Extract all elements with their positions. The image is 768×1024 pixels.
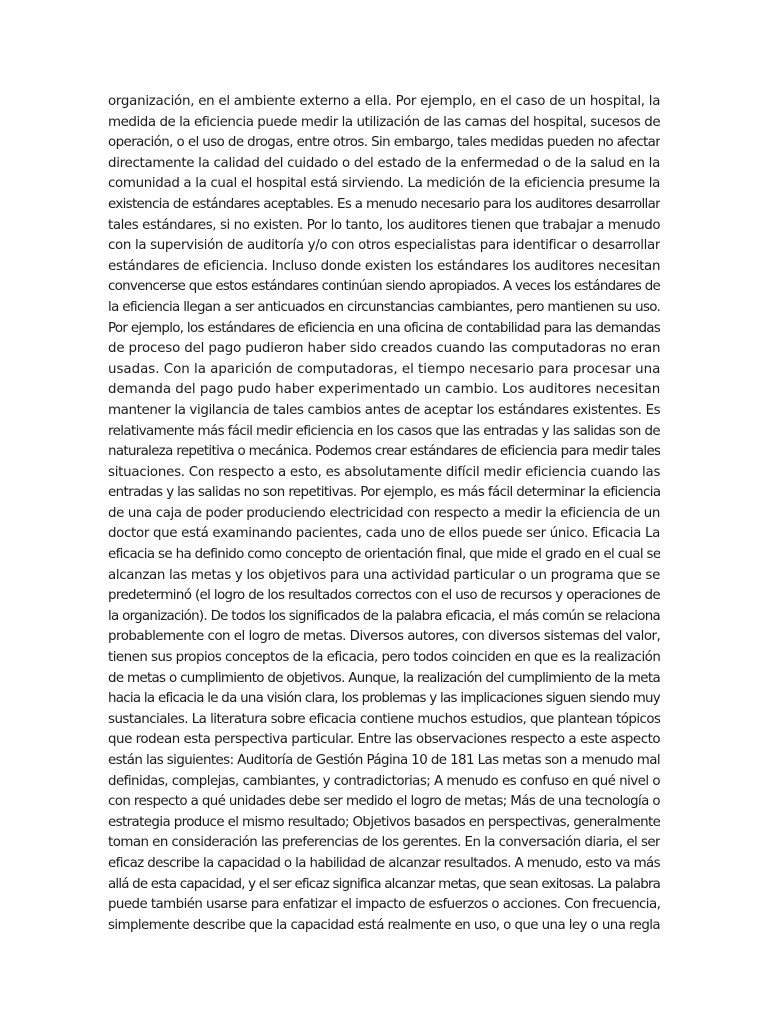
text-line: estrategia produce el mismo resultado; Objetivos basados en perspectivas, generalmente — [108, 814, 660, 830]
text-line: existencia de estándares aceptables. Es a menudo necesario para los auditores desarrollar — [108, 196, 660, 212]
text-line: demanda del pago pudo haber experimentado un cambio. Los auditores necesitan — [108, 382, 660, 398]
text-line: entradas y las salidas no son repetitivas. Por ejemplo, es más fácil determinar la eficiencia — [108, 485, 660, 501]
text-line: hacia la eficacia le da una visión clara, los problemas y las implicaciones siguen siendo muy — [108, 691, 660, 707]
text-line: operación, o el uso de drogas, entre otros. Sin embargo, tales medidas pueden no afectar — [108, 135, 660, 151]
text-line: relativamente más fácil medir eficiencia en los casos que las entradas y las salidas son de — [108, 423, 660, 439]
text-line: puede también usarse para enfatizar el impacto de esfuerzos o acciones. Con frecuencia, — [108, 897, 660, 913]
text-line: toman en consideración las preferencias de los gerentes. En la conversación diaria, el ser — [108, 835, 660, 851]
text-line: naturaleza repetitiva o mecánica. Podemos crear estándares de eficiencia para medir tales — [108, 444, 660, 460]
text-line: mantener la vigilancia de tales cambios antes de aceptar los estándares existentes. Es — [108, 402, 660, 418]
text-line: organización, en el ambiente externo a ella. Por ejemplo, en el caso de un hospital, la — [108, 94, 660, 109]
text-line: eficaz describe la capacidad o la habilidad de alcanzar resultados. A menudo, esto va más — [108, 855, 660, 871]
text-line: la organización). De todos los significados de la palabra eficacia, el más común se relaciona — [108, 608, 660, 624]
text-line: convencerse que estos estándares continúan siendo apropiados. A veces los estándares de — [108, 279, 660, 295]
text-line: tienen sus propios conceptos de la eficacia, pero todos coinciden en que es la realización — [108, 650, 660, 666]
text-line: definidas, complejas, cambiantes, y contradictorias; A menudo es confuso en qué nivel o — [108, 773, 660, 789]
text-line: situaciones. Con respecto a esto, es absolutamente difícil medir eficiencia cuando las — [108, 464, 660, 480]
text-line: con la supervisión de auditoría y/o con otros especialistas para identificar o desarrollar — [108, 238, 660, 254]
text-line: doctor que está examinando pacientes, cada uno de ellos puede ser único. Eficacia La — [108, 526, 660, 542]
text-line: de una caja de poder produciendo electricidad con respecto a medir la eficiencia de un — [108, 505, 660, 521]
text-line: alcanzan las metas y los objetivos para una actividad particular o un programa que se — [108, 567, 660, 583]
text-line: con respecto a qué unidades debe ser medido el logro de metas; Más de una tecnología o — [108, 794, 660, 810]
text-line: simplemente describe que la capacidad está realmente en uso, o que una ley o una regla — [108, 917, 660, 933]
text-line: de metas o cumplimiento de objetivos. Aunque, la realización del cumplimiento de la meta — [108, 670, 660, 686]
text-line: eficacia se ha definido como concepto de orientación final, que mide el grado en el cual se — [108, 547, 660, 563]
body-text — [108, 92, 660, 936]
text-line: están las siguientes: Auditoría de Gestión Página 10 de 181 Las metas son a menudo mal — [108, 753, 660, 768]
text-line: allá de esta capacidad, y el ser eficaz significa alcanzar metas, que sean exitosas. La palabra — [108, 876, 660, 892]
text-line: medida de la eficiencia puede medir la utilización de las camas del hospital, sucesos de — [108, 114, 660, 130]
text-line: estándares de eficiencia. Incluso donde existen los estándares los auditores necesitan — [108, 258, 660, 274]
text-line: la eficiencia llegan a ser anticuados en circunstancias cambiantes, pero mantienen su uso. — [108, 299, 660, 315]
text-line: probablemente con el logro de metas. Diversos autores, con diversos sistemas del valor, — [108, 629, 660, 645]
text-line: predeterminó (el logro de los resultados correctos con el uso de recursos y operaciones de — [108, 588, 660, 604]
text-line: de proceso del pago pudieron haber sido creados cuando las computadoras no eran — [108, 341, 660, 357]
text-line: directamente la calidad del cuidado o del estado de la enfermedad o de la salud en la — [108, 155, 660, 171]
text-line: sustanciales. La literatura sobre eficacia contiene muchos estudios, que plantean tópicos — [108, 711, 660, 727]
text-line: usadas. Con la aparición de computadoras, el tiempo necesario para procesar una — [108, 361, 660, 377]
text-line: Por ejemplo, los estándares de eficiencia en una oficina de contabilidad para las demandas — [108, 320, 660, 336]
text-line: comunidad a la cual el hospital está sirviendo. La medición de la eficiencia presume la — [108, 176, 660, 192]
text-line: que rodean esta perspectiva particular. Entre las observaciones respecto a este aspecto — [108, 732, 660, 748]
text-line: tales estándares, si no existen. Por lo tanto, los auditores tienen que trabajar a menudo — [108, 217, 660, 233]
